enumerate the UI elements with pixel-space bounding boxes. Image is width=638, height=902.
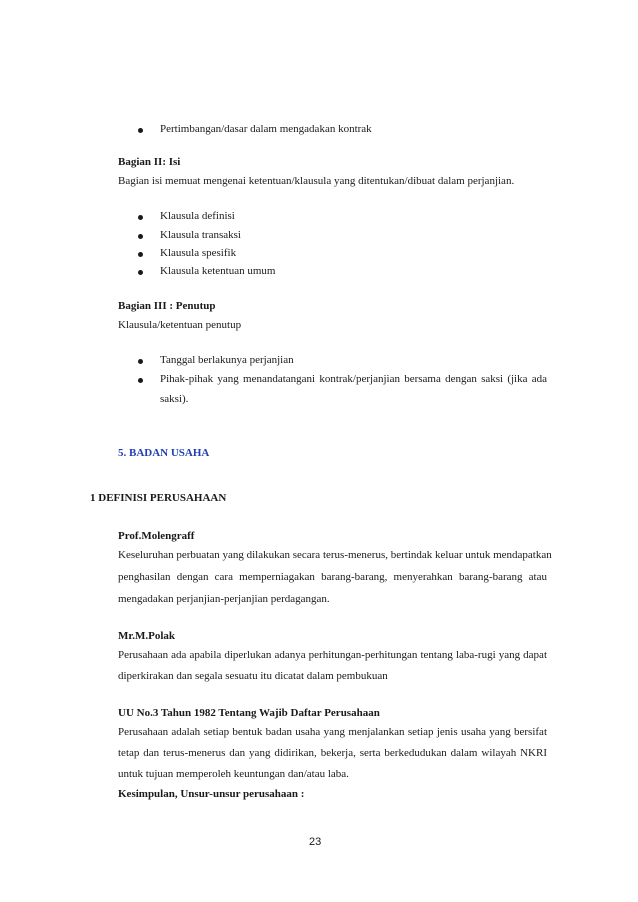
paragraph: Klausula/ketentuan penutup: [118, 319, 242, 331]
paragraph-line: Keseluruhan perbuatan yang dilakukan secara terus-menerus, bertindak keluar untuk mendapatkan: [118, 549, 552, 561]
bullet-dot: [138, 378, 143, 383]
conclusion-heading: Kesimpulan, Unsur-unsur perusahaan :: [118, 788, 305, 800]
bullet-item-continuation: saksi).: [160, 393, 189, 405]
page-number: 23: [309, 836, 322, 848]
paragraph-line: diperkirakan dan segala sesuatu itu dicatat dalam pembukuan: [118, 670, 388, 682]
definition-author: UU No.3 Tahun 1982 Tentang Wajib Daftar Perusahaan: [118, 707, 380, 719]
subsection-title: 1 DEFINISI PERUSAHAAN: [90, 492, 227, 504]
bullet-item: Klausula spesifik: [160, 247, 237, 259]
bullet-dot: [138, 252, 143, 257]
bullet-item: Klausula ketentuan umum: [160, 265, 276, 277]
paragraph: Bagian isi memuat mengenai ketentuan/klausula yang ditentukan/dibuat dalam perjanjian.: [118, 175, 515, 187]
bullet-dot: [138, 359, 143, 364]
definition-author: Mr.M.Polak: [118, 630, 176, 642]
section-title: 5. BADAN USAHA: [118, 447, 210, 459]
paragraph-line: tetap dan terus-menerus dan yang didirikan, bekerja, serta berkedudukan dalam wilayah NKRI: [118, 747, 547, 759]
section-heading: Bagian II: Isi: [118, 156, 181, 168]
paragraph-line: mengadakan perjanjian-perjanjian perdagangan.: [118, 593, 330, 605]
definition-author: Prof.Molengraff: [118, 530, 195, 542]
bullet-dot: [138, 234, 143, 239]
bullet-item: Tanggal berlakunya perjanjian: [160, 354, 294, 366]
paragraph-line: untuk tujuan memperoleh keuntungan dan/atau laba.: [118, 768, 349, 780]
bullet-item: Klausula transaksi: [160, 229, 241, 241]
bullet-item: Pihak-pihak yang menandatangani kontrak/perjanjian bersama dengan saksi (jika ada: [160, 373, 547, 385]
bullet-item: Klausula definisi: [160, 210, 235, 222]
bullet-dot: [138, 215, 143, 220]
bullet-dot: [138, 270, 143, 275]
paragraph-line: Perusahaan ada apabila diperlukan adanya perhitungan-perhitungan tentang laba-rugi yang dapat: [118, 649, 547, 661]
paragraph-line: Perusahaan adalah setiap bentuk badan usaha yang menjalankan setiap jenis usaha yang bersifat: [118, 726, 547, 738]
bullet-item: Pertimbangan/dasar dalam mengadakan kontrak: [160, 123, 372, 135]
bullet-dot: [138, 128, 143, 133]
paragraph-line: penghasilan dengan cara memperniagakan barang-barang, menyerahkan barang-barang atau: [118, 571, 547, 583]
section-heading: Bagian III : Penutup: [118, 300, 216, 312]
